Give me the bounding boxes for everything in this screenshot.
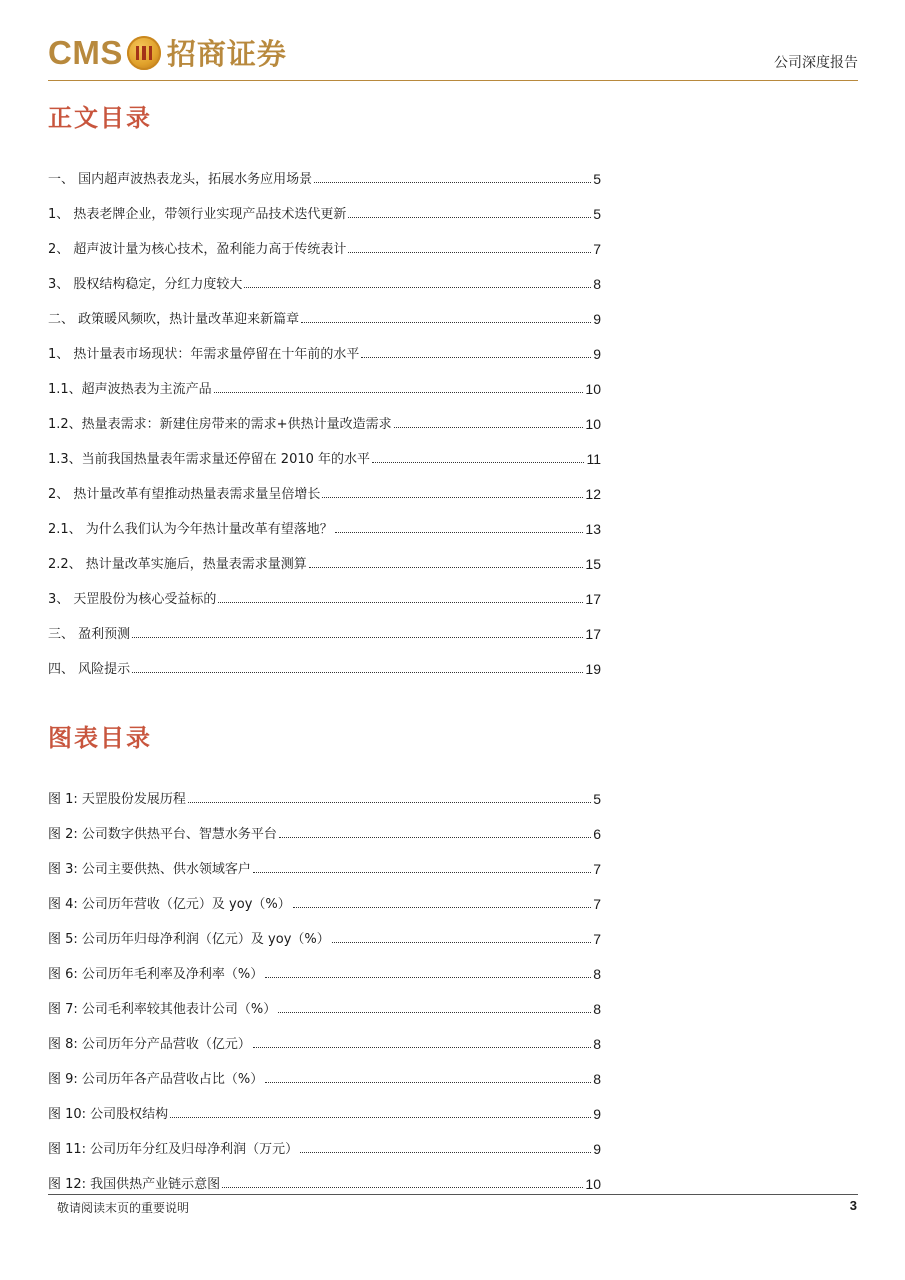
toc-dot-leader — [394, 426, 584, 428]
toc-dot-leader — [348, 251, 591, 253]
logo-chinese-text: 招商证券 — [166, 37, 287, 71]
toc-dot-leader — [293, 906, 591, 908]
toc-entry[interactable] — [48, 327, 601, 362]
toc-entry-title: 图 6: 公司历年毛利率及净利率（%） — [48, 967, 264, 982]
toc-entry-page: 8 — [593, 1071, 601, 1087]
toc-dot-leader — [214, 391, 584, 393]
toc-entry[interactable] — [48, 607, 601, 642]
toc-entry-page: 10 — [585, 381, 601, 397]
toc-entry[interactable] — [48, 1017, 601, 1052]
toc-dot-leader — [314, 181, 591, 183]
toc-entry[interactable] — [48, 292, 601, 327]
company-logo — [48, 32, 287, 73]
toc-dot-leader — [372, 461, 584, 463]
toc-entry[interactable] — [48, 912, 601, 947]
toc-dot-leader — [332, 941, 591, 943]
toc-dot-leader — [348, 216, 591, 218]
toc-dot-leader — [309, 566, 584, 568]
toc-entry-title: 图 5: 公司历年归母净利润（亿元）及 yoy（%） — [48, 932, 330, 947]
toc-dot-leader — [278, 1011, 591, 1013]
toc-dot-leader — [265, 976, 591, 978]
toc-entry[interactable] — [48, 1052, 601, 1087]
toc-dot-leader — [170, 1116, 591, 1118]
page-header — [48, 30, 858, 82]
page-number: 3 — [849, 1198, 857, 1213]
figures-list — [48, 772, 601, 1192]
toc-dot-leader — [253, 871, 591, 873]
toc-dot-leader — [279, 836, 591, 838]
contents-list — [48, 152, 601, 677]
toc-entry-title: 图 3: 公司主要供热、供水领域客户 — [48, 862, 251, 877]
toc-entry-page: 9 — [593, 1141, 601, 1157]
toc-dot-leader — [361, 356, 591, 358]
toc-entry[interactable] — [48, 432, 601, 467]
toc-entry[interactable] — [48, 772, 601, 807]
toc-entry-page: 11 — [586, 451, 601, 467]
toc-entry[interactable] — [48, 982, 601, 1017]
toc-dot-leader — [244, 286, 591, 288]
toc-entry-title: 图 7: 公司毛利率较其他表计公司（%） — [48, 1002, 277, 1017]
toc-entry-title: 图 2: 公司数字供热平台、智慧水务平台 — [48, 827, 277, 842]
logo-seal-icon — [127, 36, 161, 70]
toc-entry-title: 2.1、 为什么我们认为今年热计量改革有望落地？ — [48, 522, 333, 537]
toc-entry-page: 17 — [585, 591, 601, 607]
toc-entry[interactable] — [48, 152, 601, 187]
toc-entry-page: 5 — [593, 206, 601, 222]
toc-entry-page: 7 — [593, 896, 601, 912]
toc-entry-title: 图 10: 公司股权结构 — [48, 1107, 169, 1122]
toc-entry-page: 7 — [593, 861, 601, 877]
toc-entry-title: 图 1: 天罡股份发展历程 — [48, 792, 186, 807]
logo-latin-text: CMS — [48, 33, 123, 71]
toc-dot-leader — [322, 496, 583, 498]
toc-entry[interactable] — [48, 187, 601, 222]
toc-entry[interactable] — [48, 397, 601, 432]
toc-dot-leader — [335, 531, 584, 533]
toc-entry-page: 12 — [585, 486, 601, 502]
toc-entry[interactable] — [48, 222, 601, 257]
toc-entry-title: 2.2、 热计量改革实施后，热量表需求量测算 — [48, 557, 307, 572]
toc-dot-leader — [265, 1081, 591, 1083]
footer-notice: 敬请阅读末页的重要说明 — [57, 1201, 190, 1215]
toc-dot-leader — [301, 321, 591, 323]
toc-entry-page: 9 — [593, 1106, 601, 1122]
toc-entry-title: 1、 热表老牌企业，带领行业实现产品技术迭代更新 — [48, 207, 347, 222]
toc-entry-title: 1.2、热量表需求：新建住房带来的需求+供热计量改造需求 — [48, 417, 392, 432]
footer-divider — [48, 1194, 858, 1195]
toc-entry[interactable] — [48, 1087, 601, 1122]
toc-entry-title: 图 12: 我国供热产业链示意图 — [48, 1177, 221, 1192]
toc-entry-title: 四、 风险提示 — [48, 662, 131, 677]
contents-title: 正文目录 — [48, 103, 152, 132]
toc-entry-page: 8 — [593, 966, 601, 982]
toc-entry-title: 图 11: 公司历年分红及归母净利润（万元） — [48, 1142, 299, 1157]
toc-entry-page: 10 — [585, 416, 601, 432]
toc-entry-title: 1.1、超声波热表为主流产品 — [48, 382, 212, 397]
toc-dot-leader — [132, 671, 583, 673]
toc-entry-title: 图 9: 公司历年各产品营收占比（%） — [48, 1072, 264, 1087]
toc-entry-page: 7 — [593, 241, 601, 257]
toc-entry-page: 10 — [585, 1176, 601, 1192]
toc-entry[interactable] — [48, 362, 601, 397]
toc-entry-page: 17 — [585, 626, 601, 642]
toc-entry[interactable] — [48, 572, 601, 607]
toc-entry-title: 3、 天罡股份为核心受益标的 — [48, 592, 217, 607]
toc-entry[interactable] — [48, 877, 601, 912]
toc-entry-page: 9 — [593, 346, 601, 362]
toc-entry[interactable] — [48, 947, 601, 982]
toc-entry-page: 7 — [593, 931, 601, 947]
toc-entry-title: 1.3、当前我国热量表年需求量还停留在 2010 年的水平 — [48, 452, 371, 467]
toc-entry-title: 2、 热计量改革有望推动热量表需求量呈倍增长 — [48, 487, 321, 502]
toc-dot-leader — [222, 1186, 583, 1188]
toc-entry-page: 8 — [593, 1036, 601, 1052]
toc-entry-page: 6 — [593, 826, 601, 842]
header-divider — [48, 80, 858, 81]
report-type-label: 公司深度报告 — [774, 55, 858, 71]
toc-dot-leader — [132, 636, 583, 638]
toc-entry-page: 9 — [593, 311, 601, 327]
toc-entry-page: 5 — [593, 171, 601, 187]
toc-entry-title: 3、 股权结构稳定，分红力度较大 — [48, 277, 243, 292]
toc-dot-leader — [218, 601, 583, 603]
toc-entry[interactable] — [48, 842, 601, 877]
toc-entry-title: 图 4: 公司历年营收（亿元）及 yoy（%） — [48, 897, 291, 912]
toc-entry-page: 13 — [585, 521, 601, 537]
toc-entry-title: 三、 盈利预测 — [48, 627, 131, 642]
toc-entry-page: 8 — [593, 276, 601, 292]
toc-entry[interactable] — [48, 467, 601, 502]
toc-entry-title: 二、 政策暖风频吹，热计量改革迎来新篇章 — [48, 312, 300, 327]
toc-entry-page: 8 — [593, 1001, 601, 1017]
toc-entry-title: 一、 国内超声波热表龙头，拓展水务应用场景 — [48, 172, 313, 187]
toc-entry-page: 15 — [585, 556, 601, 572]
toc-entry-title: 1、 热计量表市场现状：年需求量停留在十年前的水平 — [48, 347, 360, 362]
toc-entry[interactable] — [48, 807, 601, 842]
toc-entry-page: 5 — [593, 791, 601, 807]
toc-entry[interactable] — [48, 502, 601, 537]
toc-entry-title: 2、 超声波计量为核心技术，盈利能力高于传统表计 — [48, 242, 347, 257]
toc-entry[interactable] — [48, 257, 601, 292]
toc-dot-leader — [253, 1046, 591, 1048]
toc-entry[interactable] — [48, 1122, 601, 1157]
toc-entry-page: 19 — [585, 661, 601, 677]
toc-dot-leader — [188, 801, 591, 803]
toc-entry-title: 图 8: 公司历年分产品营收（亿元） — [48, 1037, 251, 1052]
toc-entry[interactable] — [48, 642, 601, 677]
figures-title: 图表目录 — [48, 723, 152, 752]
toc-dot-leader — [300, 1151, 591, 1153]
toc-entry[interactable] — [48, 537, 601, 572]
toc-entry[interactable] — [48, 1157, 601, 1192]
